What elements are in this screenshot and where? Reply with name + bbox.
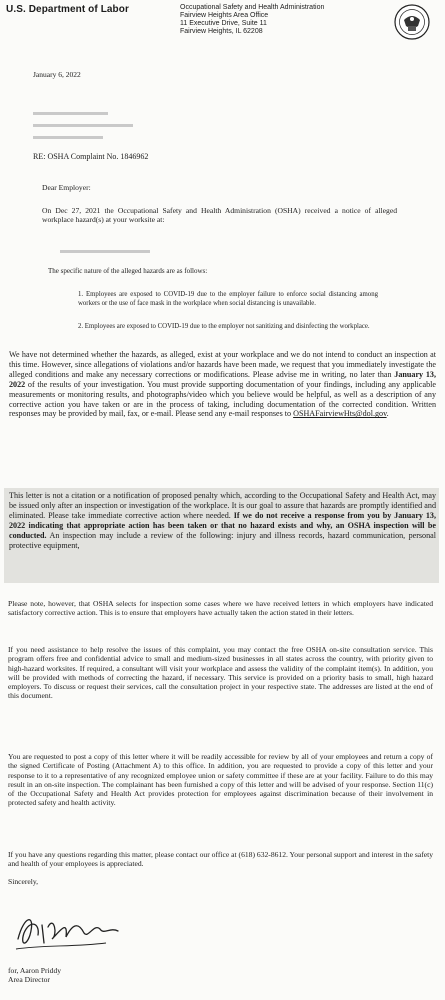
para-text: . bbox=[386, 409, 389, 419]
hazard-item: 2. Employees are exposed to COVID-19 due to the employer not sanitizing and disinfecting the workplace. bbox=[78, 323, 370, 330]
consultation-paragraph: If you need assistance to help resolve the issues of this complaint, you may contact the free OSHA on-site consultation service. This program offers free and confidential advice to small and medium-sized businesses in all states across the country, with priority given to high-hazard worksites. If required, a consultant will visit your workplace and assess the validity of the complaint item(s). In addition, you will be provided with methods of correcting the hazard, if necessary. This service is provided on a priority basis to small, high hazard employers. To discuss or request their services, call the consultation project in your respective state. The addresses are listed at the end of this document. bbox=[8, 645, 433, 701]
signer-name: for, Aaron Priddy bbox=[8, 966, 62, 975]
opening-paragraph: On Dec 27, 2021 the Occupational Safety and Health Administration (OSHA) received a notice of alleged workplace hazard(s) at your worksite at: bbox=[42, 206, 397, 225]
closing: Sincerely, bbox=[8, 877, 39, 886]
posting-paragraph: You are requested to post a copy of this letter where it will be readily accessible for review by all of your employees and return a copy of the signed Certificate of Posting (Attachment A) to this office. In addition, you are requested to provide a copy of this letter and your response to it to a representative of any recognized employee union or safety committee if these are at your facility. Failure to do this may result in an on-site inspection. The complainant has been furnished a copy of this letter and will be advised of your response. Section 11(c) of the Occupational Safety and Health Act provides protection for employees against discrimination because of their involvement in protected safety and health activity. bbox=[8, 752, 433, 808]
para-text: This letter is not a citation or a notification of proposed penalty which, according to the Occupational Safety and Health Act, may be issued only after an inspection or investigation of the workplace. It is our goal to assure that hazards are promptly identified and eliminated. Please take immediate corrective action where needed. bbox=[9, 491, 436, 520]
department-name: U.S. Department of Labor bbox=[6, 4, 129, 15]
office-line: Occupational Safety and Health Administration bbox=[180, 4, 325, 11]
hazards-intro: The specific nature of the alleged hazards are as follows: bbox=[48, 267, 208, 275]
office-line: Fairview Heights, IL 62208 bbox=[180, 28, 263, 35]
office-line: Fairview Heights Area Office bbox=[180, 12, 269, 19]
re-line: RE: OSHA Complaint No. 1846962 bbox=[33, 152, 149, 161]
inspection-warning: If we do not receive a response from you by January 13, 2022 indicating that appropriate action has been taken or that no hazard exists and why, an OSHA inspection will be conducted. bbox=[9, 510, 436, 540]
dol-seal-icon bbox=[394, 4, 430, 40]
para-text: An inspection may include a review of the following: injury and illness records, hazard communication, personal protective equipment, bbox=[9, 530, 436, 550]
selection-paragraph: Please note, however, that OSHA selects for inspection some cases where we have received letters in which employers have indicated satisfactory corrective action. This is to ensure that employers have actually taken the action stated in their letters. bbox=[8, 599, 433, 618]
salutation: Dear Employer: bbox=[42, 183, 91, 192]
redacted-recipient-line bbox=[33, 112, 108, 115]
signer-title: Area Director bbox=[8, 975, 50, 985]
letter-date: January 6, 2022 bbox=[33, 70, 81, 79]
investigation-paragraph bbox=[9, 350, 436, 419]
signer-block bbox=[8, 966, 61, 985]
contact-paragraph: If you have any questions regarding this matter, please contact our office at (618) 632-8612. Your personal support and interest in the safety and health of your employees is appreciated. bbox=[8, 850, 433, 869]
deadline-date: January 13, 2022 bbox=[9, 369, 436, 389]
redacted-recipient-line bbox=[33, 136, 103, 139]
response-email-link[interactable]: OSHAFairviewHts@dol.gov bbox=[293, 409, 387, 419]
citation-notice-paragraph bbox=[9, 491, 436, 550]
redacted-recipient-line bbox=[33, 124, 133, 127]
para-text: We have not determined whether the hazards, as alleged, exist at your workplace and we do not intend to conduct an inspection at this time. However, since allegations of violations and/or hazards have been made, we request that you immediately investigate the alleged conditions and make any necessary corrections or modifications. Please advise me in writing, no later than bbox=[9, 350, 436, 379]
office-address bbox=[180, 4, 380, 36]
hazard-item: 1. Employees are exposed to COVID-19 due to the employer failure to enforce social distancing among workers or the use of face mask in the workplace when social distancing is unavailable. bbox=[78, 291, 378, 307]
signature bbox=[14, 905, 124, 953]
redacted-worksite bbox=[60, 250, 150, 253]
para-text: of the results of your investigation. You must provide supporting documentation of your findings, including any applicable measurements or monitoring results, and photographs/video which you believe would be helpful, as well as a description of any corrective action you have taken or are in the process of taking, including documentation of the corrected condition. Written responses may be provided by mail, fax, or e-mail. Please send any e-mail responses to bbox=[9, 379, 436, 419]
office-line: 11 Executive Drive, Suite 11 bbox=[180, 20, 267, 27]
